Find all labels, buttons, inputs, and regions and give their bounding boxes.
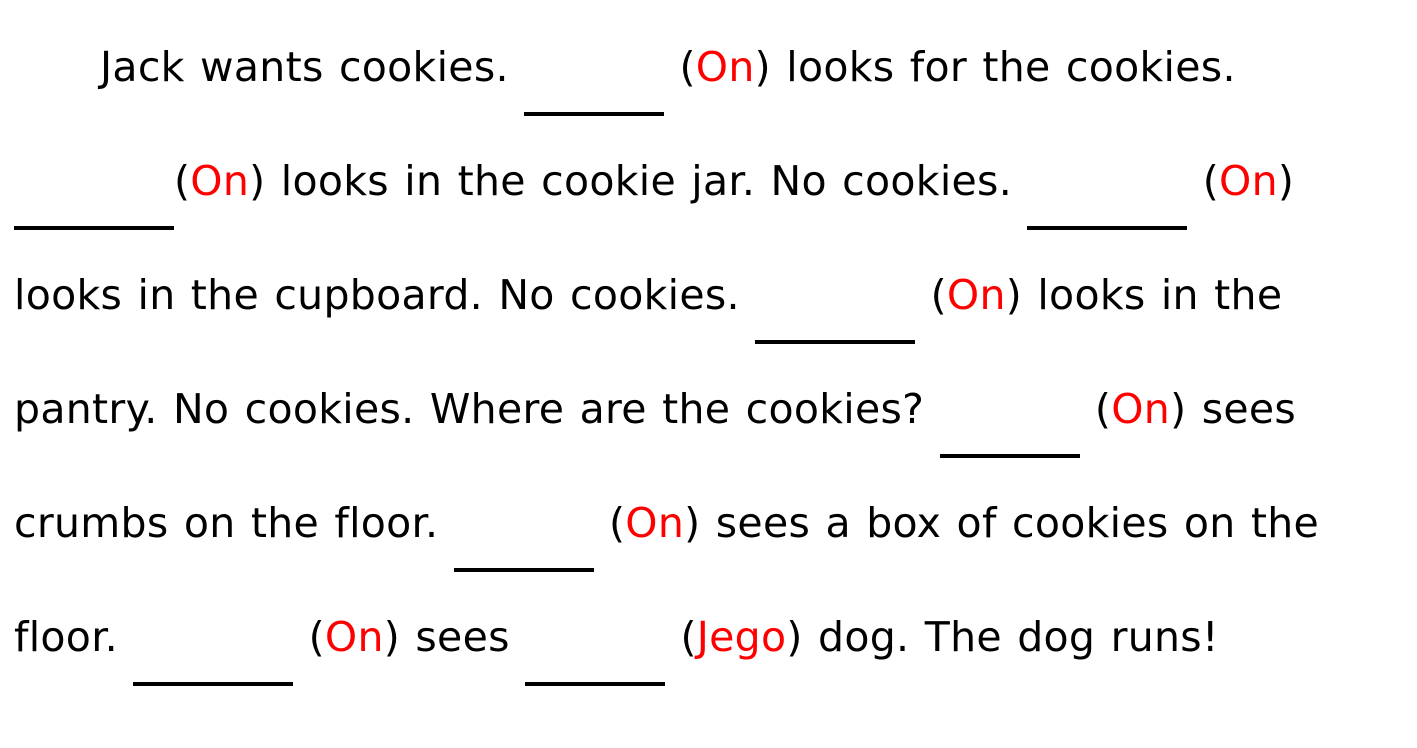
- cue-word: On: [625, 499, 685, 547]
- story-text: ) looks in the cookie jar. No cookies.: [249, 157, 1028, 205]
- story-text: (: [593, 499, 626, 547]
- story-text: ) dog. The dog runs!: [786, 613, 1219, 661]
- story-text: Jack wants cookies.: [100, 43, 525, 91]
- story-text: ) sees: [383, 613, 526, 661]
- answer-blank[interactable]: [755, 230, 915, 344]
- story-text: (: [1187, 157, 1220, 205]
- story-text: (: [293, 613, 325, 661]
- story-text: ) looks for the cookies.: [754, 43, 1236, 91]
- answer-blank[interactable]: [454, 458, 594, 572]
- answer-blank[interactable]: [133, 572, 293, 686]
- answer-blank[interactable]: [940, 344, 1080, 458]
- story-text: (: [665, 613, 697, 661]
- worksheet-paragraph: [14, 8, 1403, 692]
- cue-word: Jego: [696, 613, 787, 661]
- answer-blank[interactable]: [1027, 116, 1187, 230]
- answer-blank[interactable]: [14, 116, 174, 230]
- cue-word: On: [946, 271, 1006, 319]
- story-text: ) looks in the pantry. No cookies. Where are the cookies?: [14, 271, 1283, 433]
- cue-word: On: [1219, 157, 1278, 205]
- cue-word: On: [1111, 385, 1171, 433]
- story-text: ) sees a box of cookies on the floor.: [14, 499, 1320, 661]
- story-text: (: [664, 43, 696, 91]
- story-text: ) looks in the cupboard. No cookies.: [14, 157, 1295, 319]
- cue-word: On: [190, 157, 250, 205]
- story-text: (: [1079, 385, 1112, 433]
- answer-blank[interactable]: [525, 572, 665, 686]
- cue-word: On: [695, 43, 755, 91]
- answer-blank[interactable]: [524, 2, 664, 116]
- story-text: ) sees crumbs on the floor.: [14, 385, 1297, 547]
- story-text: (: [174, 157, 191, 205]
- cue-word: On: [324, 613, 384, 661]
- story-text: (: [915, 271, 947, 319]
